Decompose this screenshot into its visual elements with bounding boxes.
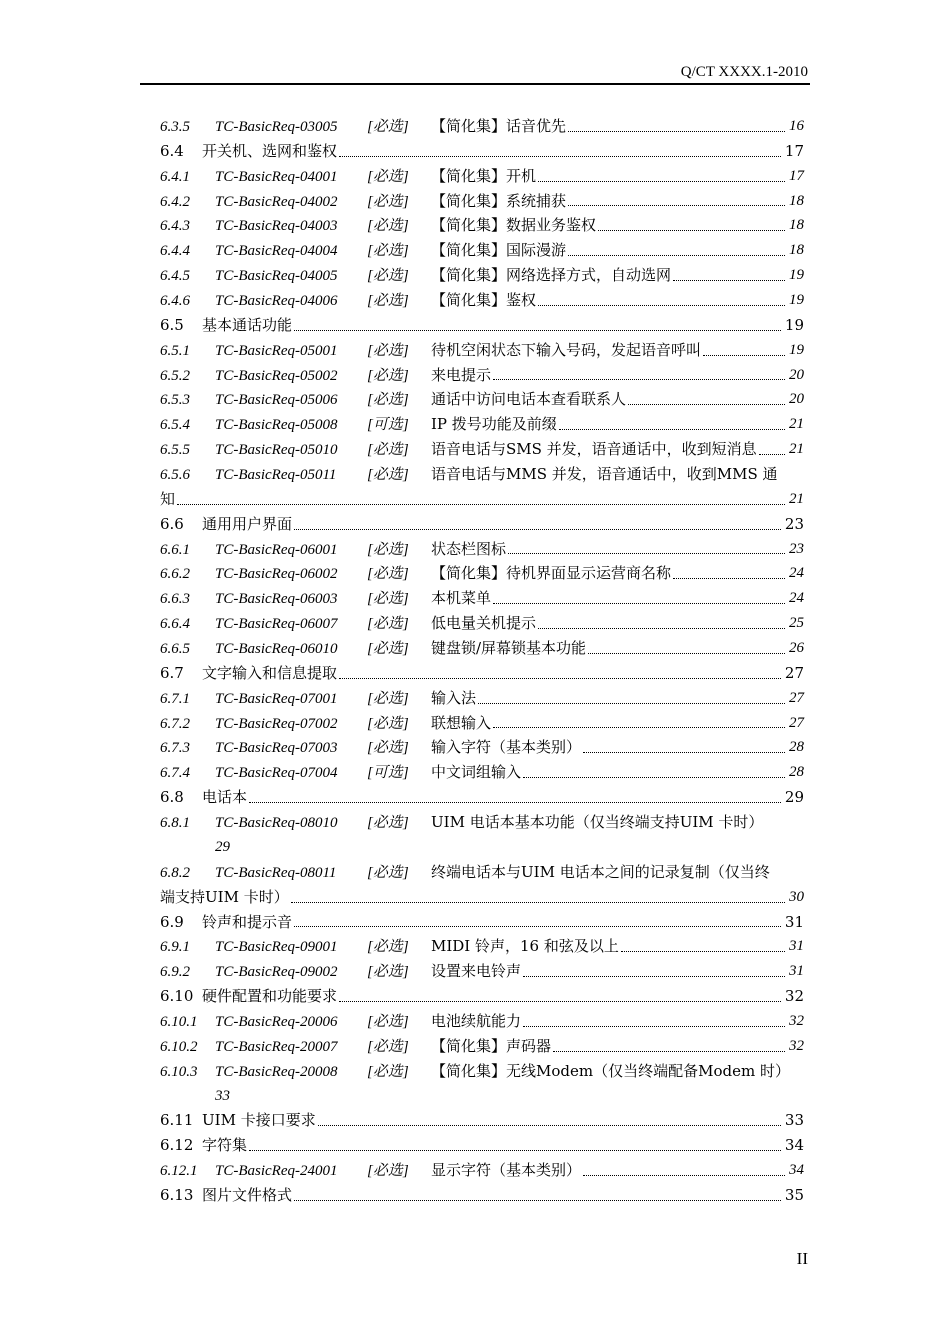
toc-entry[interactable] [160, 636, 804, 661]
toc-leader-dots [553, 1051, 785, 1052]
toc-leader-dots [559, 429, 785, 430]
toc-number: 6.3.5 [160, 119, 190, 135]
toc-number: 6.4.4 [160, 243, 190, 260]
toc-entry[interactable] [160, 189, 804, 214]
toc-requirement-level: [必选] [367, 690, 409, 707]
toc-entry[interactable] [160, 686, 804, 711]
toc-number: 6.8.1 [160, 815, 190, 832]
toc-entry[interactable] [160, 735, 804, 760]
toc-requirement-level: [必选] [367, 442, 409, 459]
toc-requirement-level: [必选] [367, 1038, 409, 1055]
toc-entry[interactable] [160, 711, 804, 736]
toc-title: 铃声和提示音 [202, 912, 293, 931]
toc-leader-dots [673, 280, 785, 281]
toc-leader-dots [538, 181, 785, 182]
toc-requirement-id: TC-BasicReq-24001 [215, 1163, 338, 1180]
toc-title: 输入法 [431, 688, 477, 707]
toc-title: 开关机、选网和鉴权 [202, 141, 338, 160]
toc-requirement-id: TC-BasicReq-06001 [215, 541, 338, 558]
toc-number: 6.4.5 [160, 268, 190, 285]
toc-leader-dots [621, 951, 785, 952]
toc-number: 6.10.2 [160, 1038, 198, 1055]
toc-entry[interactable] [160, 959, 804, 984]
toc-requirement-level: [必选] [367, 964, 409, 981]
toc-requirement-level: [必选] [367, 392, 409, 409]
toc-requirement-level: [必选] [367, 1163, 409, 1180]
toc-title: 来电提示 [431, 365, 492, 384]
toc-number: 6.6 [160, 514, 184, 533]
toc-page-number: 29 [215, 838, 230, 855]
toc-entry[interactable] [160, 1133, 804, 1158]
toc-number: 6.10.1 [160, 1013, 198, 1030]
toc-requirement-level: [必选] [367, 815, 409, 832]
toc-page-number: 33 [215, 1087, 230, 1104]
toc-leader-dots [493, 603, 785, 604]
toc-leader-dots [318, 1125, 781, 1126]
toc-entry[interactable] [160, 910, 804, 935]
toc-page-number: 20 [789, 366, 804, 383]
toc-title: 语音电话与MMS 并发，语音通话中，收到MMS 通 [431, 465, 778, 484]
toc-title: 语音电话与SMS 并发，语音通话中，收到短消息 [431, 440, 757, 459]
toc-title: 【简化集】无线Modem（仅当终端配备Modem 时） [431, 1061, 790, 1080]
toc-page-number: 21 [789, 490, 804, 507]
toc-requirement-id: TC-BasicReq-05008 [215, 417, 338, 434]
toc-number: 6.6.1 [160, 541, 190, 558]
toc-title: 【简化集】待机界面显示运营商名称 [431, 564, 672, 583]
toc-requirement-level: [必选] [367, 566, 409, 583]
toc-entry[interactable] [160, 213, 804, 238]
toc-requirement-level: [必选] [367, 342, 409, 359]
toc-leader-dots [598, 230, 785, 231]
toc-title: UIM 卡接口要求 [202, 1111, 316, 1130]
toc-requirement-id: TC-BasicReq-09001 [215, 939, 338, 956]
toc-leader-dots [339, 678, 781, 679]
toc-entry[interactable] [160, 1183, 804, 1208]
toc-number: 6.5 [160, 315, 184, 334]
toc-number: 6.5.1 [160, 342, 190, 359]
toc-page-number: 20 [789, 391, 804, 408]
toc-requirement-id: TC-BasicReq-04004 [215, 243, 338, 260]
page-number: II [796, 1249, 808, 1268]
toc-title: 输入字符（基本类别） [431, 738, 582, 757]
toc-title: 【简化集】国际漫游 [431, 241, 567, 260]
toc-title: MIDI 铃声，16 和弦及以上 [431, 937, 619, 956]
toc-leader-dots [583, 1175, 785, 1176]
toc-leader-dots [538, 628, 785, 629]
toc-title: 低电量关机提示 [431, 614, 537, 633]
toc-leader-dots [493, 727, 785, 728]
toc-entry[interactable] [160, 139, 804, 164]
toc-title: 【简化集】开机 [431, 166, 537, 185]
toc-entry[interactable] [160, 437, 804, 462]
toc-entry[interactable] [160, 412, 804, 437]
toc-entry[interactable] [160, 462, 804, 512]
toc-requirement-id: TC-BasicReq-20008 [215, 1063, 338, 1080]
toc-number: 6.7.3 [160, 740, 190, 757]
toc-leader-dots [177, 504, 785, 505]
toc-entry[interactable] [160, 313, 804, 338]
toc-leader-dots [523, 976, 785, 977]
toc-leader-dots [568, 205, 785, 206]
toc-page-number: 32 [789, 1037, 804, 1054]
toc-entry[interactable] [160, 661, 804, 686]
toc-requirement-id: TC-BasicReq-07003 [215, 740, 338, 757]
toc-number: 6.12 [160, 1136, 194, 1155]
toc-entry[interactable] [160, 387, 804, 412]
toc-leader-dots [249, 1150, 781, 1151]
toc-page-number: 35 [784, 1185, 804, 1204]
toc-title: 联想输入 [431, 713, 492, 732]
toc-requirement-id: TC-BasicReq-05010 [215, 442, 338, 459]
toc-number: 6.6.2 [160, 566, 190, 583]
toc-leader-dots [508, 553, 785, 554]
toc-requirement-id: TC-BasicReq-05011 [215, 467, 337, 484]
toc-number: 6.10.3 [160, 1063, 198, 1080]
toc-title: 状态栏图标 [431, 539, 507, 558]
toc-entry[interactable] [160, 785, 804, 810]
toc-title: 键盘锁/屏幕锁基本功能 [431, 639, 587, 658]
toc-number: 6.9 [160, 912, 184, 931]
toc-requirement-id: TC-BasicReq-05001 [215, 342, 338, 359]
toc-number: 6.5.5 [160, 442, 190, 459]
toc-title: 中文词组输入 [431, 763, 522, 782]
toc-page-number: 28 [789, 739, 804, 756]
toc-requirement-level: [必选] [367, 367, 409, 384]
toc-number: 6.5.2 [160, 367, 190, 384]
toc-page-number: 27 [789, 714, 804, 731]
toc-leader-dots [523, 1026, 785, 1027]
toc-title: 硬件配置和功能要求 [202, 987, 338, 1006]
toc-entry[interactable] [160, 860, 804, 910]
toc-requirement-level: [必选] [367, 740, 409, 757]
toc-page-number: 32 [784, 987, 804, 1006]
toc-title: 终端电话本与UIM 电话本之间的记录复制（仅当终 [431, 862, 770, 881]
toc-title: 通用用户界面 [202, 514, 293, 533]
toc-entry[interactable] [160, 537, 804, 562]
toc-leader-dots [478, 703, 785, 704]
toc-number: 6.10 [160, 987, 194, 1006]
toc-title-continuation: 知 [160, 489, 176, 508]
toc-requirement-level: [必选] [367, 641, 409, 658]
toc-entry[interactable] [160, 1034, 804, 1059]
toc-leader-dots [294, 529, 781, 530]
toc-requirement-level: [必选] [367, 268, 409, 285]
toc-leader-dots [588, 653, 785, 654]
toc-title: 通话中访问电话本查看联系人 [431, 390, 627, 409]
toc-requirement-level: [可选] [367, 765, 409, 782]
toc-requirement-id: TC-BasicReq-06002 [215, 566, 338, 583]
toc-requirement-id: TC-BasicReq-03005 [215, 119, 338, 135]
toc-requirement-id: TC-BasicReq-08010 [215, 815, 338, 832]
toc-requirement-id: TC-BasicReq-07002 [215, 715, 338, 732]
toc-number: 6.5.6 [160, 467, 190, 484]
toc-requirement-id: TC-BasicReq-04001 [215, 168, 338, 185]
toc-title: 本机菜单 [431, 589, 492, 608]
toc-page-number: 32 [789, 1012, 804, 1029]
toc-requirement-id: TC-BasicReq-06010 [215, 641, 338, 658]
toc-requirement-id: TC-BasicReq-06007 [215, 616, 338, 633]
toc-entry[interactable] [160, 512, 804, 537]
toc-page-number: 24 [789, 590, 804, 607]
toc-requirement-level: [必选] [367, 193, 409, 210]
toc-page-number: 24 [789, 565, 804, 582]
toc-requirement-level: [可选] [367, 417, 409, 434]
document-code: Q/CT XXXX.1-2010 [680, 64, 808, 80]
toc-requirement-level: [必选] [367, 591, 409, 608]
toc-leader-dots [493, 379, 785, 380]
toc-requirement-level: [必选] [367, 293, 409, 310]
toc-page-number: 18 [789, 242, 804, 259]
toc-number: 6.6.5 [160, 641, 190, 658]
toc-requirement-level: [必选] [367, 939, 409, 956]
toc-requirement-level: [必选] [367, 616, 409, 633]
toc-page-number: 31 [784, 912, 804, 931]
toc-page-number: 18 [789, 192, 804, 209]
toc-leader-dots [759, 454, 785, 455]
toc-number: 6.7 [160, 663, 184, 682]
toc-leader-dots [538, 305, 785, 306]
header-rule [140, 83, 810, 85]
toc-requirement-level: [必选] [367, 168, 409, 185]
toc-requirement-id: TC-BasicReq-20006 [215, 1013, 338, 1030]
toc-entry[interactable] [160, 338, 804, 363]
toc-requirement-id: TC-BasicReq-08011 [215, 864, 337, 881]
toc-title: IP 拨号功能及前缀 [431, 415, 557, 434]
toc-requirement-level: [必选] [367, 1063, 409, 1080]
toc-number: 6.4.2 [160, 193, 190, 210]
toc-entry[interactable] [160, 288, 804, 313]
toc-title: 【简化集】声码器 [431, 1036, 552, 1055]
toc-leader-dots [339, 156, 781, 157]
toc-title: 电池续航能力 [431, 1011, 522, 1030]
toc-leader-dots [523, 777, 785, 778]
toc-title: 电话本 [202, 788, 248, 807]
toc-number: 6.6.3 [160, 591, 190, 608]
toc-page-number: 16 [789, 118, 804, 134]
toc-page-number: 26 [789, 640, 804, 657]
toc-number: 6.9.2 [160, 964, 190, 981]
toc-requirement-level: [必选] [367, 715, 409, 732]
toc-number: 6.12.1 [160, 1163, 198, 1180]
toc-requirement-id: TC-BasicReq-04005 [215, 268, 338, 285]
toc-number: 6.4.6 [160, 293, 190, 310]
toc-page-number: 23 [784, 514, 804, 533]
toc-leader-dots [583, 752, 785, 753]
toc-leader-dots [673, 578, 785, 579]
toc-requirement-id: TC-BasicReq-04002 [215, 193, 338, 210]
toc-leader-dots [294, 1200, 781, 1201]
toc-page-number: 34 [784, 1136, 804, 1155]
toc-number: 6.9.1 [160, 939, 190, 956]
toc-leader-dots [291, 902, 785, 903]
toc-leader-dots [249, 802, 781, 803]
toc-entry[interactable] [160, 934, 804, 959]
toc-page-number: 27 [784, 663, 804, 682]
toc-page-number: 19 [784, 315, 804, 334]
toc-number: 6.7.4 [160, 765, 190, 782]
toc-requirement-id: TC-BasicReq-06003 [215, 591, 338, 608]
toc-leader-dots [339, 1001, 781, 1002]
toc-title: 【简化集】数据业务鉴权 [431, 216, 597, 235]
toc-requirement-level: [必选] [367, 864, 409, 881]
toc-leader-dots [568, 131, 785, 132]
toc-entry[interactable] [160, 1158, 804, 1183]
toc-requirement-id: TC-BasicReq-20007 [215, 1038, 338, 1055]
toc-page-number: 19 [789, 267, 804, 284]
toc-title-continuation: 端支持UIM 卡时） [160, 887, 289, 906]
toc-page-number: 18 [789, 217, 804, 234]
toc-leader-dots [294, 926, 781, 927]
toc-number: 6.6.4 [160, 616, 190, 633]
toc-requirement-id: TC-BasicReq-07004 [215, 765, 338, 782]
toc-entry[interactable] [160, 810, 804, 860]
toc-requirement-level: [必选] [367, 541, 409, 558]
toc-page-number: 34 [789, 1162, 804, 1179]
toc-leader-dots [703, 355, 785, 356]
toc-entry[interactable] [160, 114, 804, 139]
toc-title: 待机空闲状态下输入号码，发起语音呼叫 [431, 340, 702, 359]
toc-page-number: 27 [789, 689, 804, 706]
table-of-contents [160, 114, 804, 1208]
toc-page-number: 31 [789, 963, 804, 980]
toc-title: 图片文件格式 [202, 1185, 293, 1204]
toc-title: 字符集 [202, 1136, 248, 1155]
toc-entry[interactable] [160, 238, 804, 263]
toc-title: 设置来电铃声 [431, 962, 522, 981]
toc-page-number: 17 [784, 141, 804, 160]
toc-entry[interactable] [160, 164, 804, 189]
toc-page-number: 23 [789, 540, 804, 557]
toc-page-number: 30 [789, 888, 804, 905]
toc-page-number: 17 [789, 167, 804, 184]
toc-requirement-id: TC-BasicReq-05006 [215, 392, 338, 409]
toc-requirement-id: TC-BasicReq-04003 [215, 218, 338, 235]
toc-number: 6.7.2 [160, 715, 190, 732]
toc-page-number: 28 [789, 764, 804, 781]
toc-number: 6.11 [160, 1111, 194, 1130]
toc-number: 6.5.4 [160, 417, 190, 434]
toc-requirement-id: TC-BasicReq-07001 [215, 690, 338, 707]
toc-entry[interactable] [160, 984, 804, 1009]
toc-leader-dots [568, 255, 785, 256]
toc-requirement-level: [必选] [367, 1013, 409, 1030]
toc-entry[interactable] [160, 1059, 804, 1109]
toc-number: 6.7.1 [160, 690, 190, 707]
toc-entry[interactable] [160, 263, 804, 288]
toc-title: 显示字符（基本类别） [431, 1161, 582, 1180]
toc-requirement-level: [必选] [367, 218, 409, 235]
toc-number: 6.4 [160, 141, 184, 160]
toc-title: 基本通话功能 [202, 315, 293, 334]
toc-requirement-id: TC-BasicReq-04006 [215, 293, 338, 310]
toc-page-number: 19 [789, 341, 804, 358]
toc-page-number: 33 [784, 1111, 804, 1130]
toc-entry[interactable] [160, 561, 804, 586]
toc-entry[interactable] [160, 363, 804, 388]
toc-number: 6.13 [160, 1185, 194, 1204]
toc-page-number: 29 [784, 788, 804, 807]
toc-requirement-level: [必选] [367, 119, 409, 135]
toc-title: 【简化集】网络选择方式，自动选网 [431, 266, 672, 285]
toc-number: 6.4.3 [160, 218, 190, 235]
toc-requirement-id: TC-BasicReq-05002 [215, 367, 338, 384]
toc-number: 6.8 [160, 788, 184, 807]
toc-page-number: 25 [789, 615, 804, 632]
toc-title: 【简化集】鉴权 [431, 291, 537, 310]
toc-number: 6.5.3 [160, 392, 190, 409]
toc-requirement-level: [必选] [367, 243, 409, 260]
toc-entry[interactable] [160, 760, 804, 785]
toc-entry[interactable] [160, 611, 804, 636]
toc-entry[interactable] [160, 1108, 804, 1133]
toc-requirement-level: [必选] [367, 467, 409, 484]
toc-number: 6.8.2 [160, 864, 190, 881]
toc-title: UIM 电话本基本功能（仅当终端支持UIM 卡时） [431, 813, 764, 832]
toc-title: 文字输入和信息提取 [202, 663, 338, 682]
toc-page-number: 31 [789, 938, 804, 955]
toc-entry[interactable] [160, 1009, 804, 1034]
toc-page-number: 21 [789, 416, 804, 433]
toc-requirement-id: TC-BasicReq-09002 [215, 964, 338, 981]
toc-page-number: 21 [789, 441, 804, 458]
toc-title: 【简化集】系统捕获 [431, 191, 567, 210]
toc-number: 6.4.1 [160, 168, 190, 185]
toc-page-number: 19 [789, 292, 804, 309]
toc-leader-dots [628, 404, 785, 405]
toc-leader-dots [294, 330, 781, 331]
toc-entry[interactable] [160, 586, 804, 611]
toc-title: 【简化集】话音优先 [431, 117, 567, 135]
